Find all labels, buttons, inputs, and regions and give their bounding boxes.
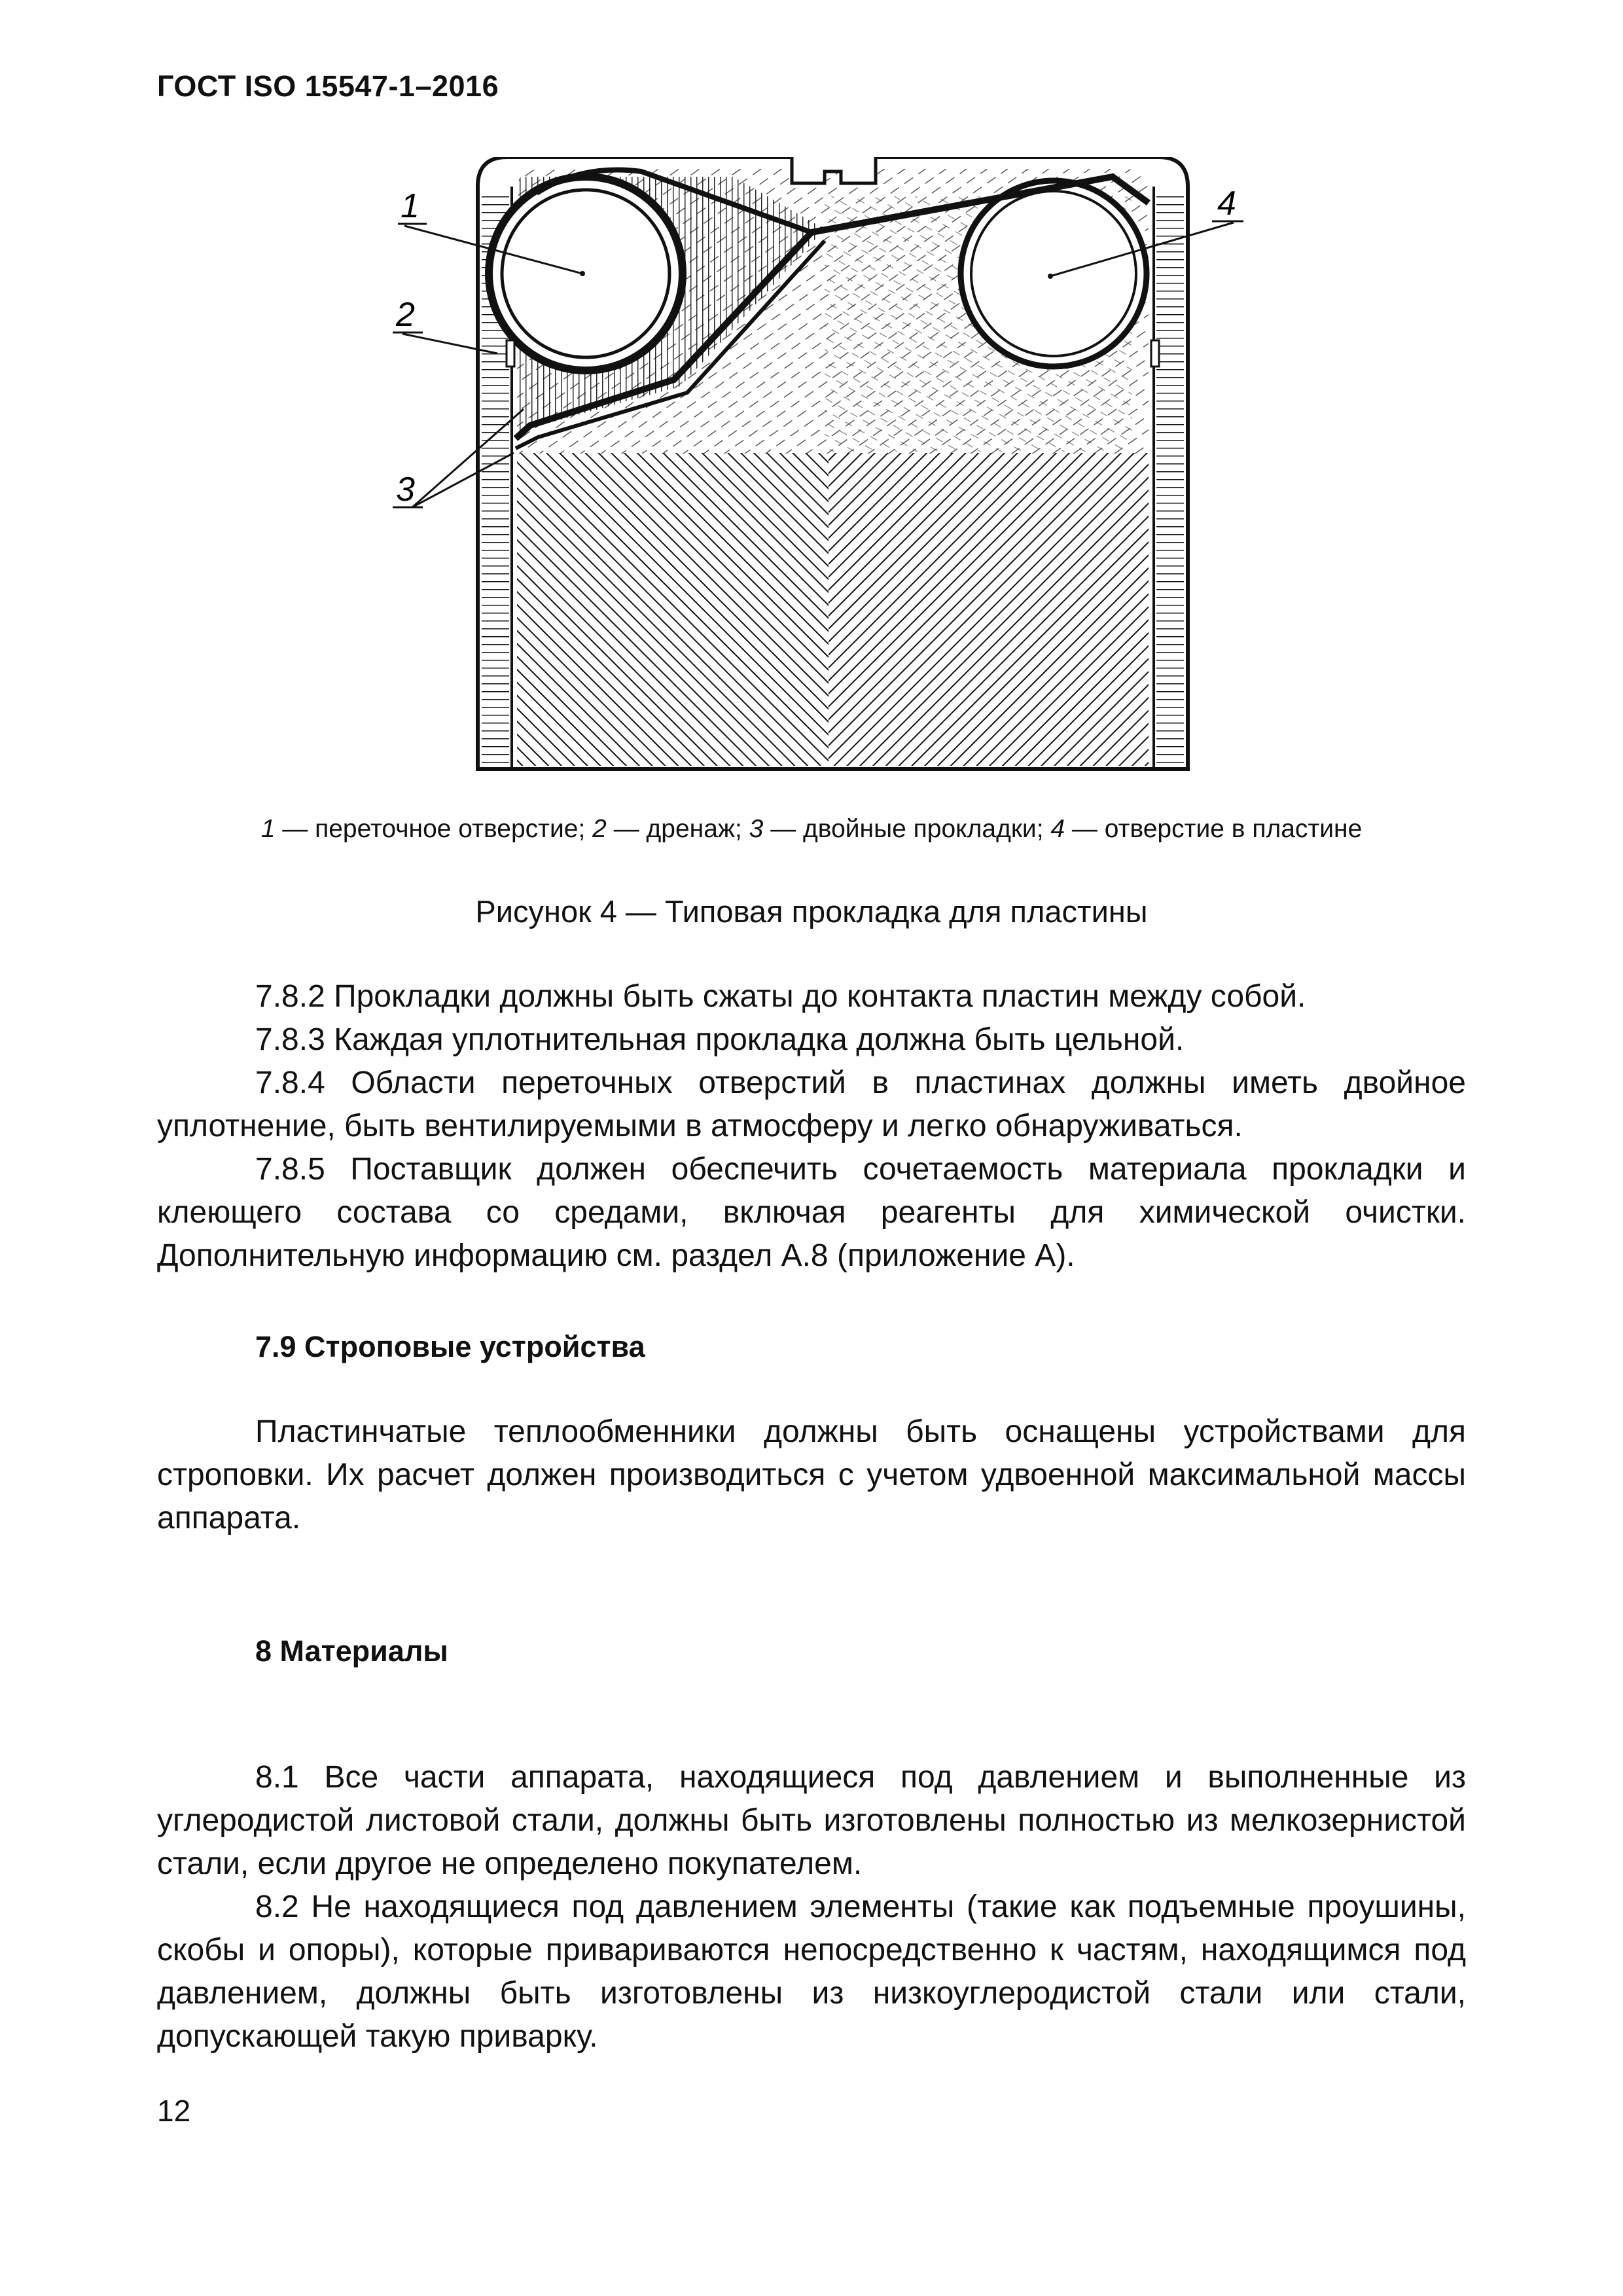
- page-number: 12: [157, 2094, 191, 2128]
- section-7-9-body: [157, 1410, 1466, 1540]
- heading-7-9: 7.9 Строповые устройства: [255, 1330, 645, 1363]
- callout-1: 1: [401, 187, 419, 225]
- paragraph-8-1: 8.1 Все части аппарата, находящиеся под давлением и выполненные из углеродистой листовой стали, должны быть изготовлены полностью из мелкозернистой стали, если другое не определено покупателем.: [157, 1760, 1466, 1881]
- section-7-8-body: [157, 975, 1466, 1278]
- gasket-plate-figure: [366, 157, 1257, 785]
- legend-num-3: 3: [749, 815, 764, 843]
- gasket-plate-drawing: [366, 157, 1257, 785]
- legend-num-1: 1: [260, 815, 276, 843]
- document-header: ГОСТ ISO 15547-1–2016: [157, 69, 499, 103]
- legend-num-2: 2: [592, 815, 607, 843]
- paragraph-7-9: Пластинчатые теплообменники должны быть оснащены устройствами для строповки. Их расчет должен производиться с учетом удвоенной максимальной массы аппарата.: [157, 1414, 1466, 1535]
- callout-3: 3: [396, 471, 415, 509]
- paragraph-7-8-4: 7.8.4 Области переточных отверстий в пластинах должны иметь двойное уплотнение, быть вентилируемыми в атмосферу и легко обнаруживаться.: [157, 1066, 1466, 1143]
- paragraph-7-8-5: 7.8.5 Поставщик должен обеспечить сочетаемость материала прокладки и клеющего состава со средами, включая реагенты для химической очистки. Дополнительную информацию см. раздел А.8 (приложение А).: [157, 1152, 1466, 1273]
- callout-4: 4: [1217, 185, 1236, 223]
- paragraph-7-8-3: 7.8.3 Каждая уплотнительная прокладка должна быть цельной.: [255, 1022, 1185, 1057]
- legend-text-3: — двойные прокладки;: [763, 815, 1051, 843]
- legend-text-2: — дренаж;: [606, 815, 749, 843]
- legend-num-4: 4: [1050, 815, 1065, 843]
- section-8-body: [157, 1756, 1466, 2058]
- legend-text-1: — переточное отверстие;: [275, 815, 593, 843]
- figure-caption: Рисунок 4 — Типовая прокладка для пластины: [475, 894, 1148, 929]
- legend-text-4: — отверстие в пластине: [1065, 815, 1363, 843]
- paragraph-7-8-2: 7.8.2 Прокладки должны быть сжаты до контакта пластин между собой.: [255, 979, 1306, 1014]
- heading-8: 8 Материалы: [255, 1634, 448, 1668]
- callout-2: 2: [396, 296, 415, 334]
- paragraph-8-2: 8.2 Не находящиеся под давлением элементы (такие как подъемные проушины, скобы и опоры), которые привариваются непосредственно к частям, находящимся под давлением, должны быть изготовлены из низкоуглеродистой стали или стали, допускающей такую приварку.: [157, 1890, 1466, 2054]
- figure-legend: [157, 815, 1466, 844]
